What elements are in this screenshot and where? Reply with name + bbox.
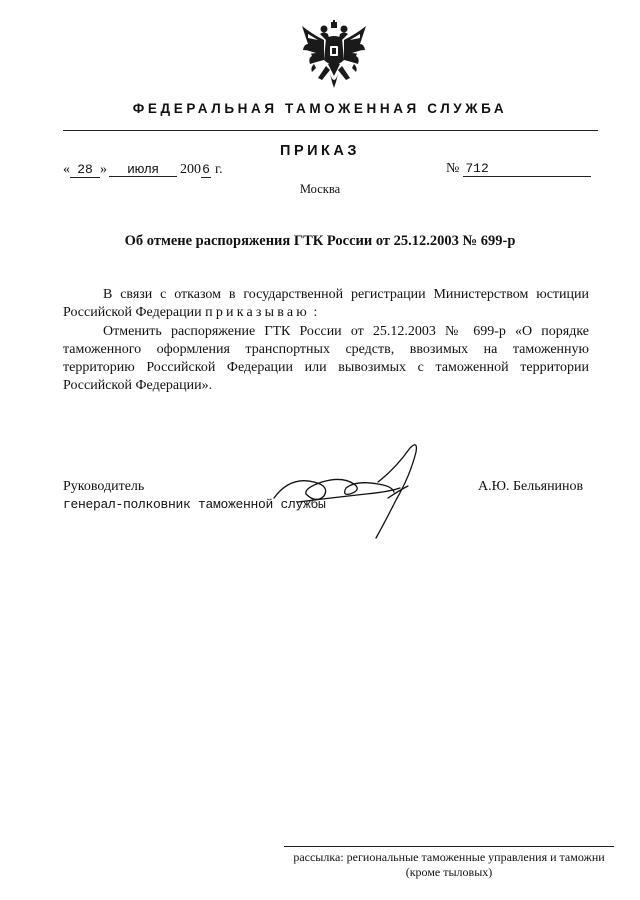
header-divider bbox=[63, 130, 598, 131]
date-year-prefix: 200 bbox=[180, 162, 201, 177]
order-subject: Об отмене распоряжения ГТК России от 25.12.2003 № 699-р bbox=[124, 233, 516, 249]
order-body bbox=[63, 286, 589, 396]
number-value: 712 bbox=[463, 161, 591, 177]
date-day: 28 bbox=[70, 162, 100, 178]
agency-name: ФЕДЕРАЛЬНАЯ ТАМОЖЕННАЯ СЛУЖБА bbox=[132, 101, 508, 116]
paragraph-1-colon: : bbox=[313, 305, 318, 321]
number-sign: № bbox=[446, 161, 460, 176]
coat-of-arms-emblem bbox=[300, 20, 368, 90]
date-year-abbr: г. bbox=[215, 162, 223, 177]
city: Москва bbox=[299, 182, 341, 196]
date-open-quote: « bbox=[63, 162, 70, 177]
signatory-name: А.Ю. Бельянинов bbox=[478, 479, 584, 494]
date-month: июля bbox=[109, 161, 177, 177]
signatory-rank: генерал-полковник таможенной службы bbox=[63, 497, 326, 512]
date-year-suffix: 6 bbox=[202, 162, 210, 177]
document-type-title: ПРИКАЗ bbox=[280, 143, 360, 159]
order-keyword: приказываю bbox=[205, 305, 310, 321]
body-paragraph-1 bbox=[63, 286, 589, 323]
handwritten-signature bbox=[270, 438, 450, 546]
body-paragraph-2: Отменить распоряжение ГТК России от 25.12.2003 № 699-р «О порядке таможенного оформления транспортных средств, ввозимых на таможенную территорию Российской Федерации или вывозимых с таможенной территории Российской Федерации». bbox=[63, 323, 589, 394]
distribution-list bbox=[284, 850, 614, 880]
distribution-line-2: (кроме тыловых) bbox=[405, 865, 493, 879]
order-number bbox=[446, 161, 591, 177]
order-date bbox=[63, 161, 223, 178]
signatory-role: Руководитель bbox=[63, 479, 145, 494]
distribution-line-1: рассылка: региональные таможенные управления и таможни bbox=[293, 850, 605, 864]
paragraph-1-text: В связи с отказом в государственной регистрации Министерством юстиции Российской Федерации bbox=[63, 287, 589, 321]
footer-divider bbox=[284, 846, 614, 847]
date-close-quote: » bbox=[100, 162, 107, 177]
